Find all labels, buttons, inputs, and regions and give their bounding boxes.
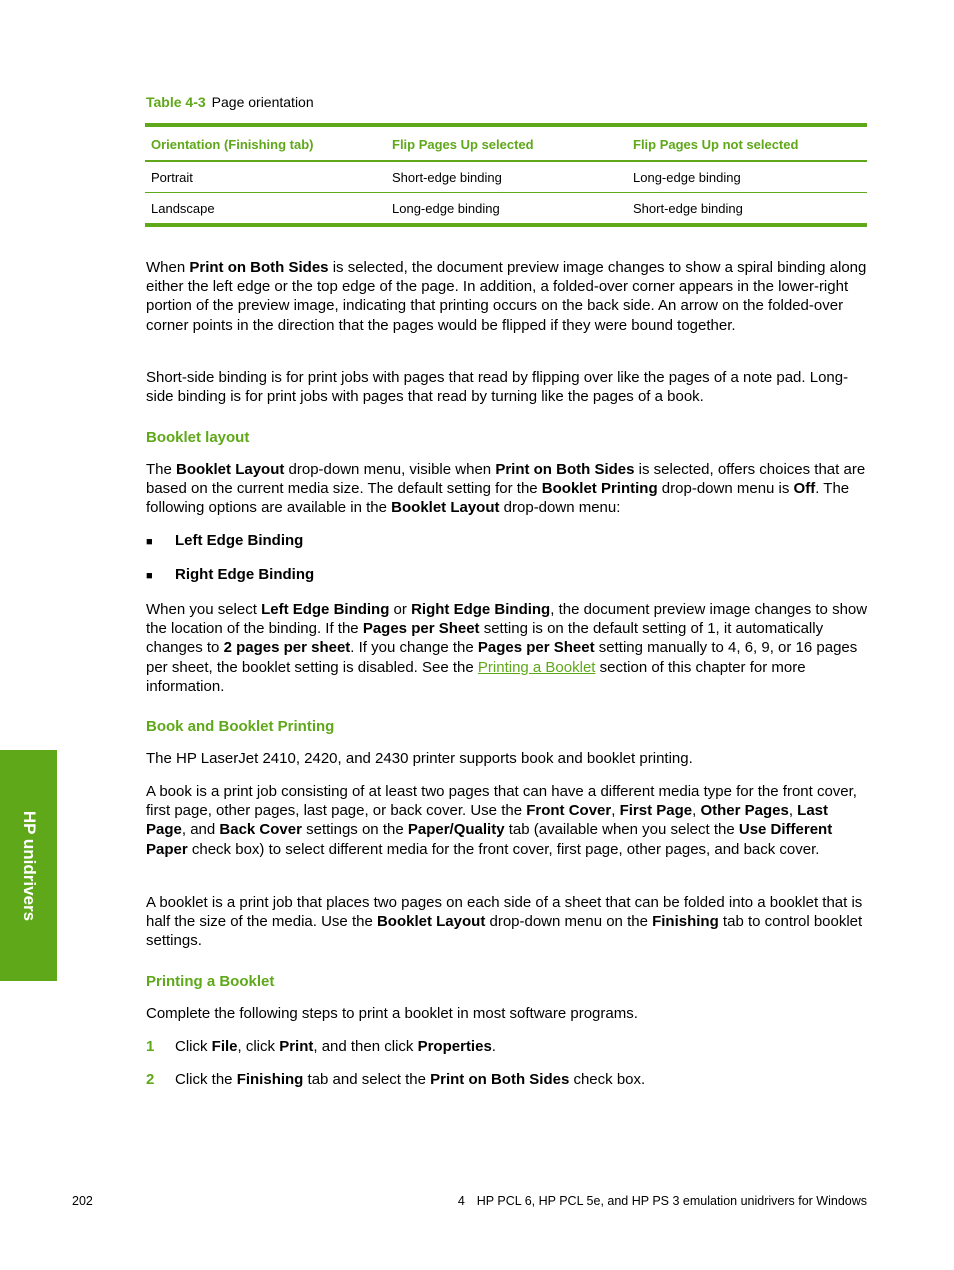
step-item: 2 Click the Finishing tab and select the Print on Both Sides check box. — [146, 1071, 646, 1088]
heading-booklet-layout: Booklet layout — [146, 429, 250, 446]
table-header-cell: Orientation (Finishing tab) — [145, 125, 386, 161]
table-cell: Portrait — [145, 161, 386, 193]
table-row — [145, 161, 867, 193]
table-cell: Long-edge binding — [386, 193, 627, 226]
table-cell: Short-edge binding — [627, 193, 867, 226]
table-cell: Landscape — [145, 193, 386, 226]
list-item: ■ Right Edge Binding — [146, 566, 315, 583]
footer-chapter — [458, 1194, 867, 1208]
table-header-cell: Flip Pages Up not selected — [627, 125, 867, 161]
table-caption-number: Table 4-3 — [146, 94, 206, 110]
step-item: 1 Click File, click Print, and then click Properties. — [146, 1038, 496, 1055]
table-cell: Short-edge binding — [386, 161, 627, 193]
paragraph-booklet-definition: A booklet is a print job that places two pages on each side of a sheet that can be folded into a booklet that is half the size of the media. Use the Booklet Layout drop-down menu on the Finishing tab to control booklet settings. — [146, 894, 863, 950]
paragraph-booklet-layout: The Booklet Layout drop-down menu, visible when Print on Both Sides is selected, offers choices that are based on the current media size. The default setting for the Booklet Printing drop-down menu is Off. The following options are available in the Booklet Layout drop-down menu: — [146, 461, 866, 517]
bullet-square-icon: ■ — [146, 570, 153, 582]
table-caption-title: Page orientation — [211, 94, 314, 110]
footer-chapter-number: 4 — [457, 1194, 465, 1208]
paragraph-steps-intro: Complete the following steps to print a booklet in most software programs. — [146, 1005, 638, 1022]
table-cell: Long-edge binding — [627, 161, 867, 193]
table-caption — [146, 94, 314, 110]
table-header-row — [145, 125, 867, 161]
orientation-table — [145, 123, 867, 227]
heading-book-booklet-printing: Book and Booklet Printing — [146, 718, 335, 735]
paragraph-printer-support: The HP LaserJet 2410, 2420, and 2430 printer supports book and booklet printing. — [146, 750, 693, 767]
chapter-side-tab — [0, 750, 57, 981]
heading-printing-a-booklet: Printing a Booklet — [146, 973, 275, 990]
footer-chapter-title: HP PCL 6, HP PCL 5e, and HP PS 3 emulation unidrivers for Windows — [476, 1194, 867, 1208]
footer-page-number: 202 — [72, 1194, 93, 1208]
printing-a-booklet-link[interactable]: Printing a Booklet — [477, 658, 596, 676]
list-item: ■ Left Edge Binding — [146, 532, 304, 549]
step-number: 1 — [146, 1038, 155, 1055]
step-number: 2 — [146, 1071, 155, 1088]
table-row — [145, 193, 867, 226]
paragraph-edge-binding: When you select Left Edge Binding or Right Edge Binding, the document preview image changes to show the location of the binding. If the Pages per Sheet setting is on the default setting of 1, it automatically changes to 2 pages per sheet. If you change the Pages per Sheet setting manually to 4, 6, 9, or 16 pages per sheet, the booklet setting is disabled. See the Printing a Booklet section of this chapter for more information. — [146, 601, 868, 695]
paragraph-binding-types: Short-side binding is for print jobs with pages that read by flipping over like the pages of a note pad. Long-side binding is for print jobs with pages that read by turning like the pages of a book. — [146, 369, 849, 406]
table-header-cell: Flip Pages Up selected — [386, 125, 627, 161]
paragraph-book-definition: A book is a print job consisting of at least two pages that can have a different media type for the front cover, first page, other pages, last page, or back cover. Use the Front Cover, First Page, Other Pages, Last Page, and Back Cover settings on the Paper/Quality tab (available when you select the Use Different Paper check box) to select different media for the front cover, first page, other pages, and back cover. — [146, 783, 857, 858]
chapter-side-tab-label: HP unidrivers — [19, 810, 39, 921]
paragraph-print-both-sides: When Print on Both Sides is selected, the document preview image changes to show a spiral binding along either the left edge or the top edge of the page. In addition, a folded-over corner appears in the lower-right portion of the preview image, indicating that printing occurs on the back side. An arrow on the folded-over corner points in the direction that the pages would be flipped if they were bound together. — [146, 259, 867, 334]
bullet-square-icon: ■ — [146, 536, 153, 548]
